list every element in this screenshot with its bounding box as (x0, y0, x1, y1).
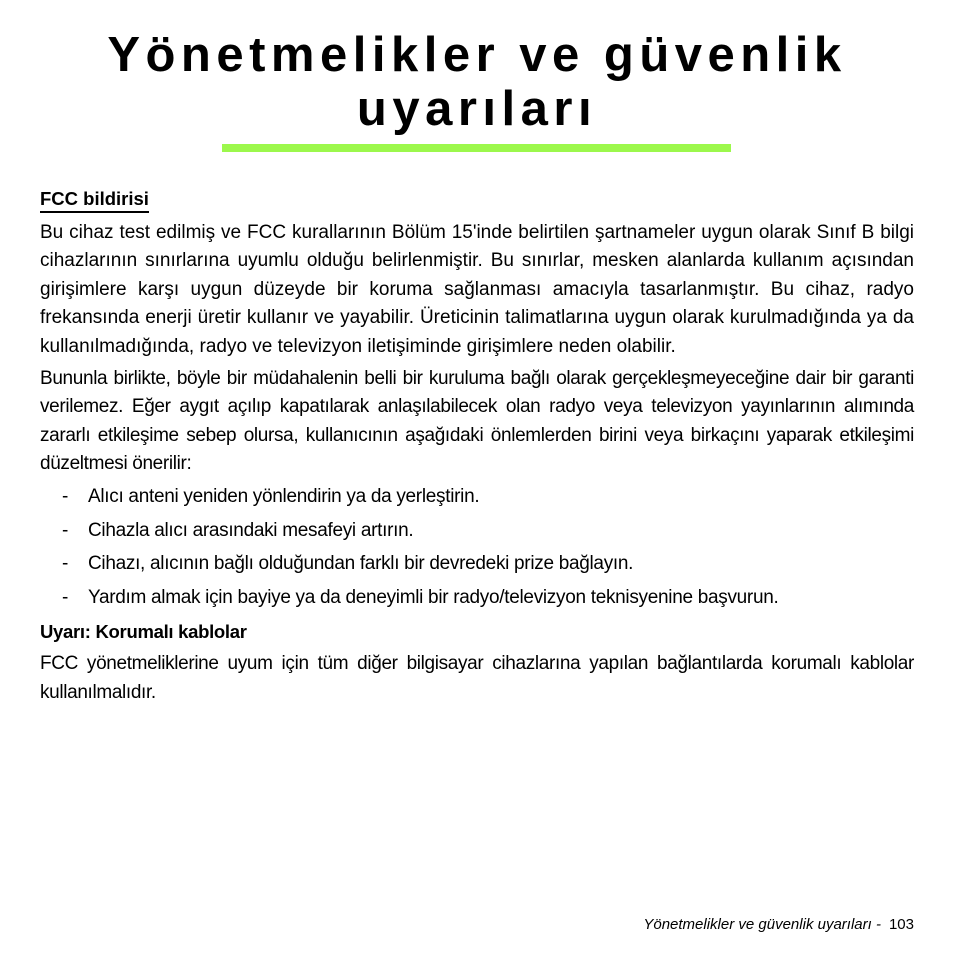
title-accent-bar (222, 144, 731, 152)
dash-bullet-icon: - (62, 485, 69, 507)
page-title (0, 28, 954, 136)
cables-paragraph: FCC yönetmeliklerine uyum için tüm diğer bilgisayar cihazlarına yapılan bağlantılarda korumalı kablolar kullanılmalıdır. (40, 653, 914, 703)
footer-running-title: Yönetmelikler ve güvenlik uyarıları - (643, 916, 881, 933)
page-number: 103 (888, 916, 914, 933)
fcc-paragraph-1: Bu cihaz test edilmiş ve FCC kurallarının Bölüm 15'inde belirtilen şartnameler uygun olarak Sınıf B bilgi cihazlarının sınırlarına uyumlu olduğu belirlenmiştir. Bu sınırlar, mesken alanlarda kullanım açısından girişimlere karşı uygun düzeyde bir koruma sağlanması amacıyla tasarlanmıştır. Bu cihaz, radyo frekansında enerji üretir kullanır ve yayabilir. Üreticinin talimatlarına uygun olarak kurulmadığında ya da kullanılmadığında, radyo ve televizyon iletişiminde girişimlere neden olabilir. (40, 222, 914, 357)
fcc-paragraph-2: Bununla birlikte, böyle bir müdahalenin belli bir kuruluma bağlı olarak gerçekleşmeyeceğine dair bir garanti verilemez. Eğer aygıt açılıp kapatılarak anlaşılabilecek olan radyo veya televizyon yayınlarının alımında zararlı etkileşime sebep olursa, kullanıcının aşağıdaki önlemlerden birini veya birkaçını yaparak etkileşimi düzeltmesi önerilir: (40, 368, 914, 475)
list-item (40, 584, 914, 612)
page-title-line-2: uyarıları (356, 82, 598, 136)
list-item (40, 483, 914, 511)
list-item (40, 517, 914, 545)
list-item-text: Cihazı, alıcının bağlı olduğundan farklı bir devredeki prize bağlayın. (88, 553, 634, 575)
dash-bullet-icon: - (62, 587, 69, 609)
cables-heading: Uyarı: Korumalı kablolar (40, 621, 247, 643)
dash-bullet-icon: - (62, 519, 69, 541)
list-item (40, 550, 914, 578)
list-item-text: Yardım almak için bayiye ya da deneyimli bir radyo/televizyon teknisyenine başvurun. (88, 587, 779, 609)
dash-bullet-icon: - (62, 553, 69, 575)
page-content (40, 186, 914, 711)
list-item-text: Alıcı anteni yeniden yönlendirin ya da yerleştirin. (88, 485, 480, 507)
page-title-line-1: Yönetmelikler ve güvenlik (107, 28, 847, 82)
fcc-heading: FCC bildirisi (40, 187, 149, 213)
remedy-list (40, 483, 914, 613)
list-item-text: Cihazla alıcı arasındaki mesafeyi artırın. (88, 519, 414, 541)
page-footer (643, 916, 914, 933)
